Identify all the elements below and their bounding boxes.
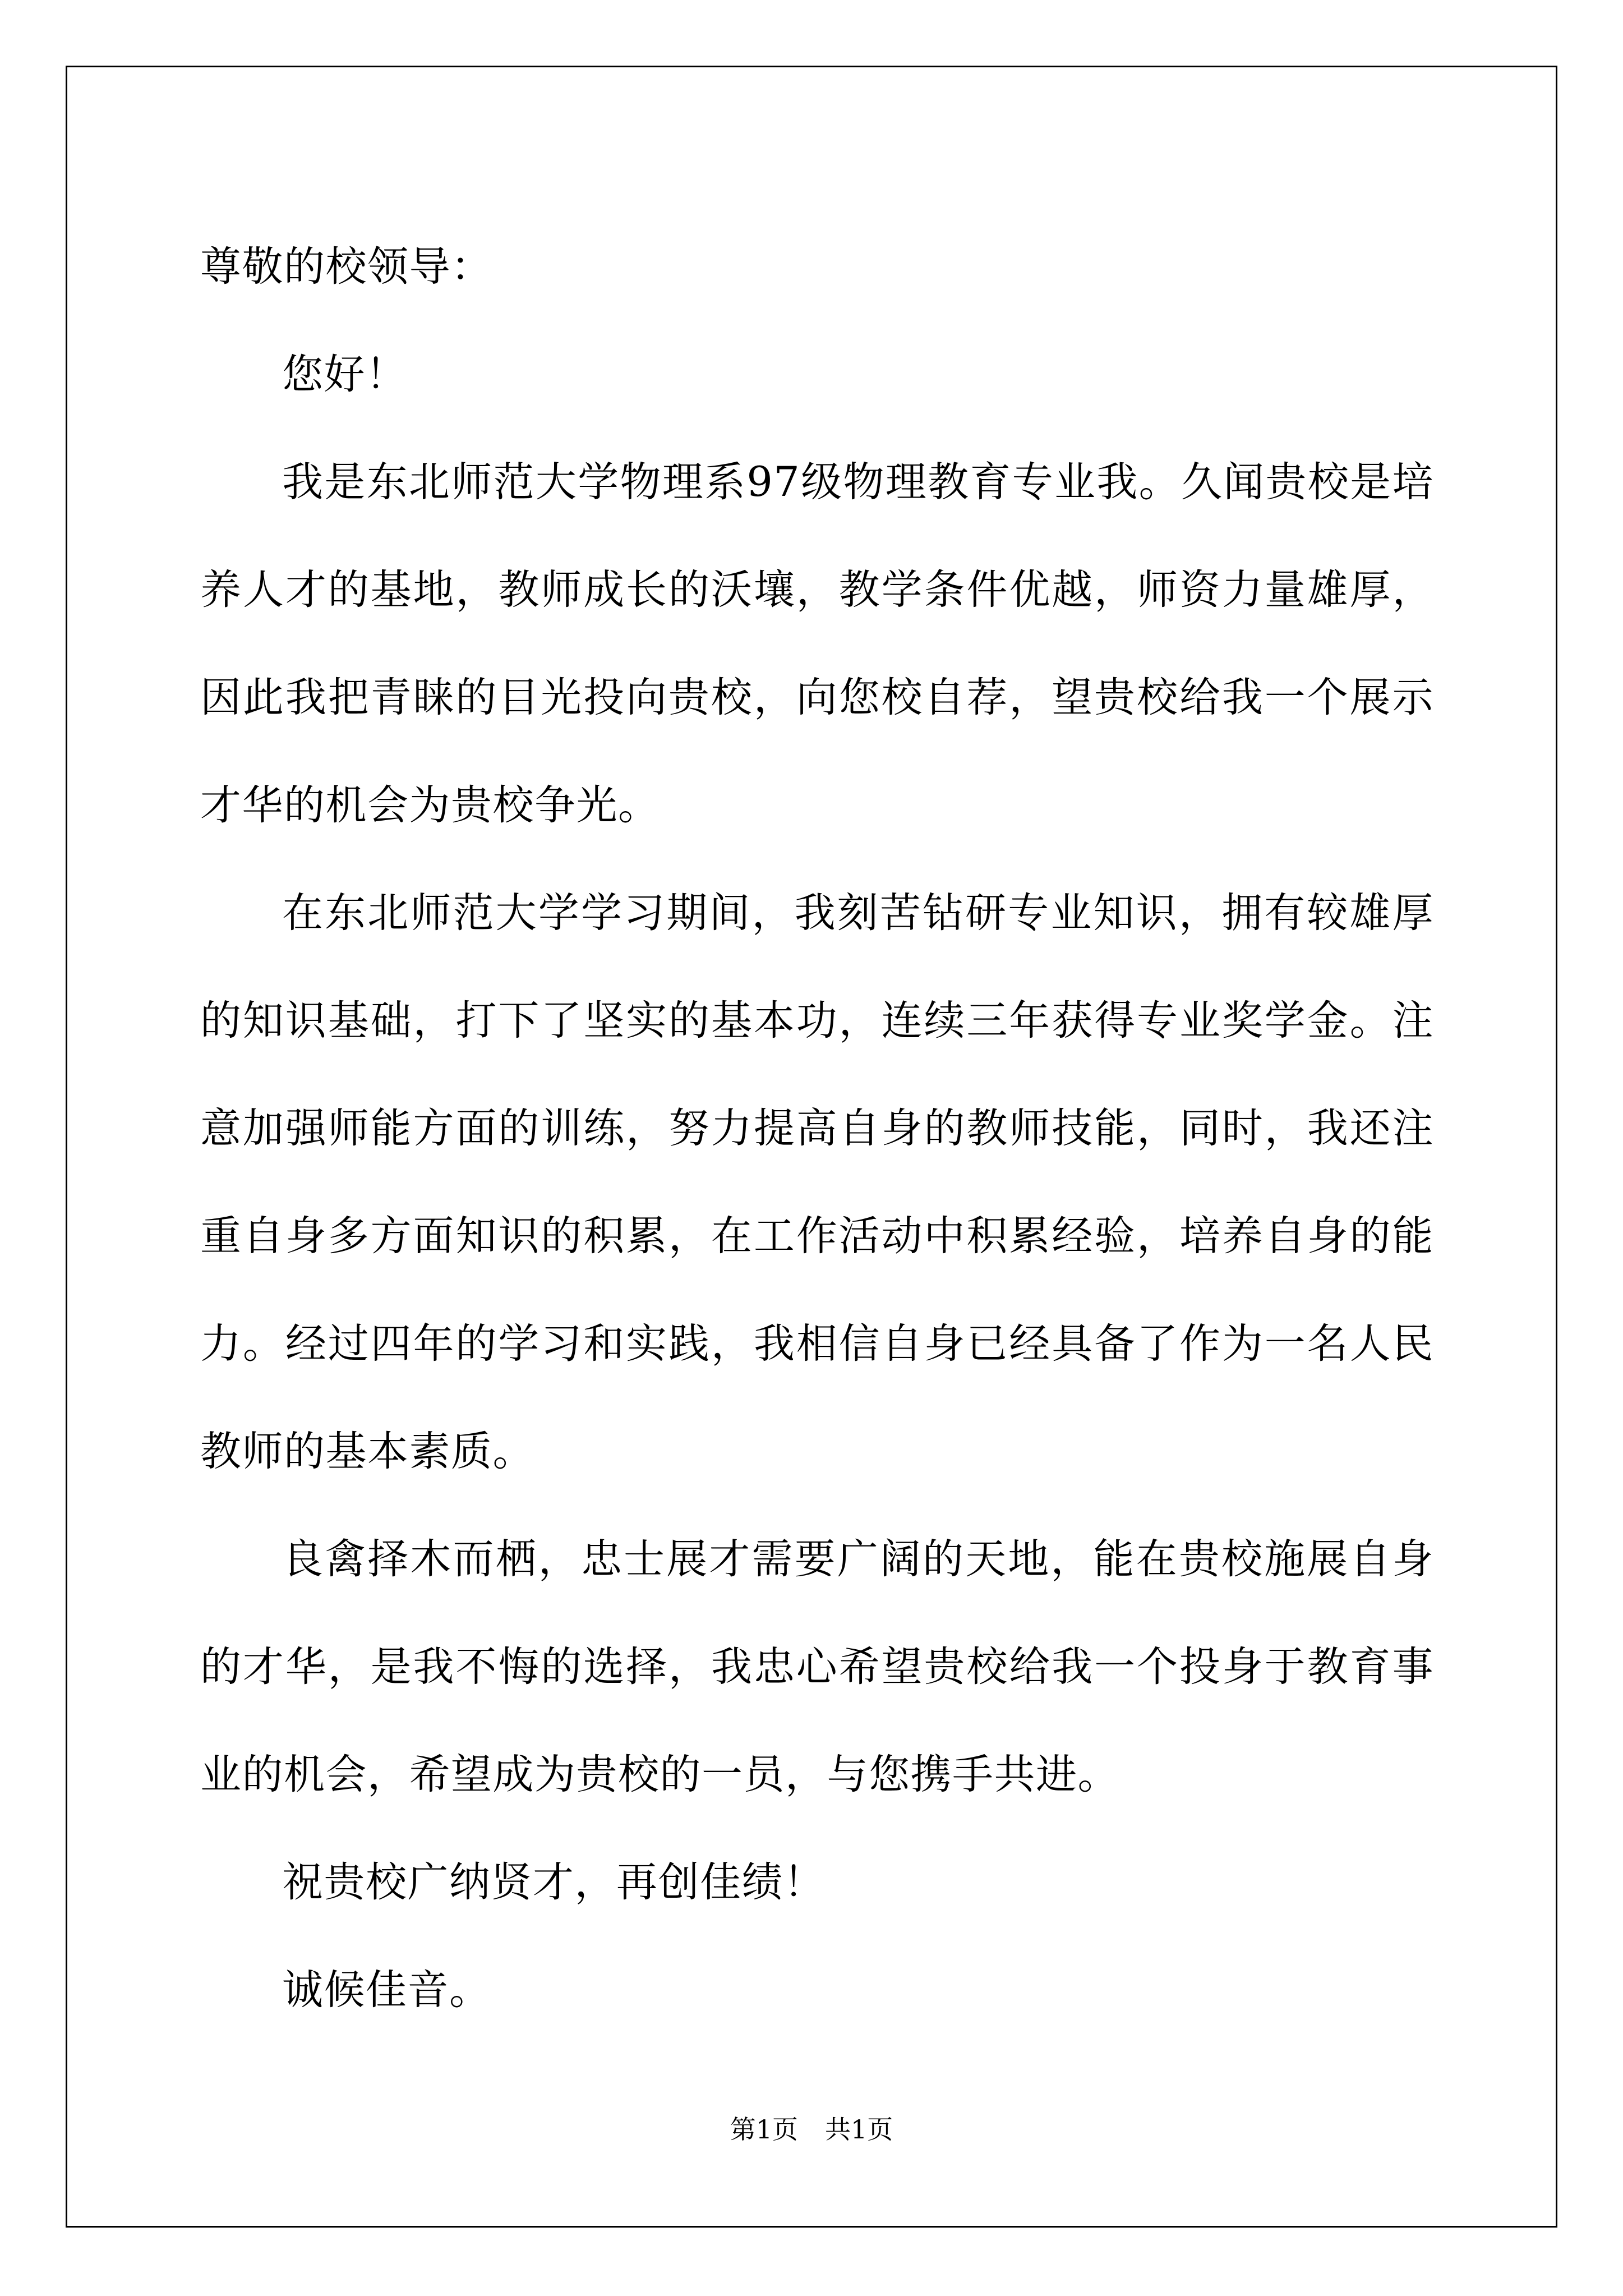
greeting: 您好！ bbox=[282, 351, 408, 398]
page-footer bbox=[0, 2114, 1623, 2145]
page-total: 共1页 bbox=[825, 2114, 893, 2145]
salutation: 尊敬的校领导： bbox=[200, 243, 493, 291]
closing-line: 诚候佳音。 bbox=[282, 1966, 491, 2014]
wish-line: 祝贵校广纳贤才，再创佳绩！ bbox=[282, 1858, 826, 1906]
paragraph-introduction: 我是东北师范大学物理系97级物理教育专业我。久闻贵校是培养人才的基地，教师成长的沃壤，教学条件优越，师资力量雄厚，因此我把青睐的目光投向贵校，向您校自荐，望贵校给我一个展示才华的机会为贵校争光。 bbox=[200, 458, 1434, 829]
page-number: 第1页 bbox=[730, 2114, 798, 2145]
letter-body bbox=[200, 213, 1434, 2044]
paragraph-aspiration: 良禽择木而栖，忠士展才需要广阔的天地，能在贵校施展自身的才华，是我不悔的选择，我忠心希望贵校给我一个投身于教育事业的机会，希望成为贵校的一员，与您携手共进。 bbox=[200, 1535, 1434, 1798]
paragraph-study: 在东北师范大学学习期间，我刻苦钻研专业知识，拥有较雄厚的知识基础，打下了坚实的基本功，连续三年获得专业奖学金。注意加强师能方面的训练，努力提高自身的教师技能，同时，我还注重自身多方面知识的积累，在工作活动中积累经验，培养自身的能力。经过四年的学习和实践，我相信自身已经具备了作为一名人民教师的基本素质。 bbox=[200, 889, 1434, 1475]
